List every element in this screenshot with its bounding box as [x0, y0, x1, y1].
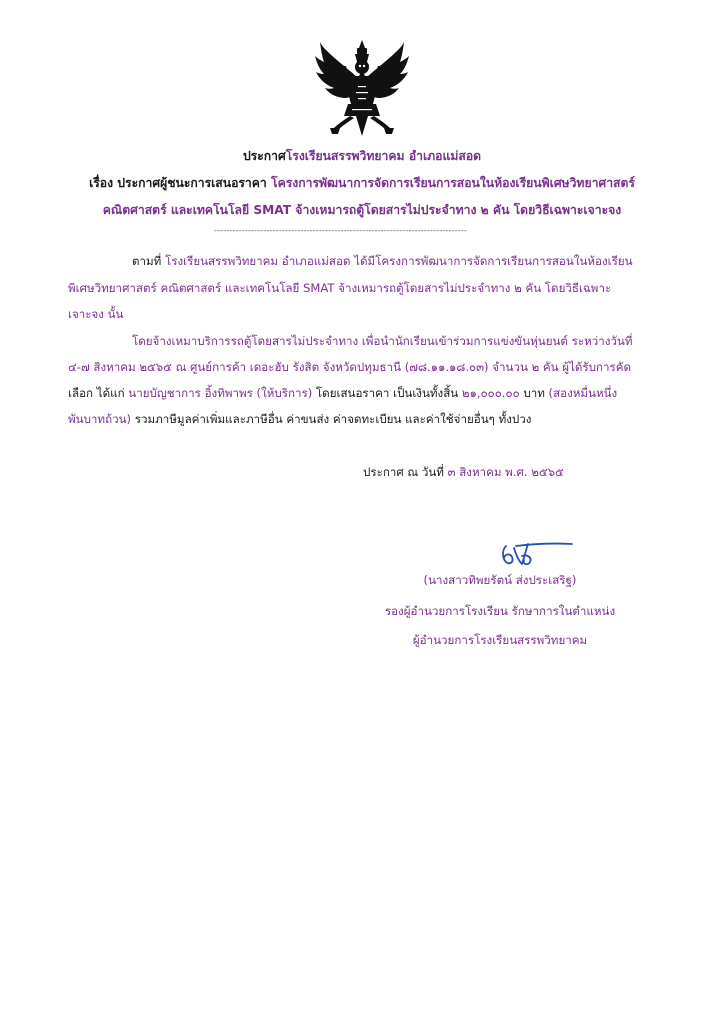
body-p1-line-3: เจาะจง นั้น — [68, 307, 124, 321]
price-in-words: (สองหมื่นหนึ่ง — [548, 386, 618, 400]
header-line-2 — [0, 174, 724, 193]
subject-project: โครงการพัฒนาการจัดการเรียนการสอนในห้องเรียนพิเศษวิทยาศาสตร์ — [271, 176, 635, 190]
price-in-words-end: พันบาทถ้วน) — [68, 412, 132, 426]
signer-name: (นางสาวทิพยรัตน์ ส่งประเสริฐ) — [423, 573, 577, 587]
signer-title-2: ผู้อำนวยการโรงเรียนสรรพวิทยาคม — [412, 633, 588, 647]
body-p2-line-1: โดยจ้างเหมาบริการรถตู้โดยสารไม่ประจำทาง เพื่อนำนักเรียนเข้าร่วมการแข่งขันหุ่นยนต์ ระหว่างวันที่ — [132, 334, 633, 348]
header-line-1 — [0, 147, 724, 166]
announce-date: ๓ สิงหาคม พ.ศ. ๒๕๖๕ — [447, 465, 564, 479]
body-p1-line-1 — [132, 253, 633, 271]
header-line-3: คณิตศาสตร์ และเทคโนโลยี SMAT จ้างเหมารถตู้โดยสารไม่ประจำทาง ๒ คัน โดยวิธีเฉพาะเจาะจง — [102, 203, 622, 217]
signer-title-1: รองผู้อำนวยการโรงเรียน รักษาการในตำแหน่ง — [384, 604, 616, 618]
header-school-name: โรงเรียนสรรพวิทยาคม อำเภอแม่สอด — [285, 149, 482, 163]
garuda-emblem-icon — [312, 40, 412, 138]
body-p2-line-3 — [68, 385, 617, 403]
signature-icon — [488, 536, 574, 570]
body-school-name: โรงเรียนสรรพวิทยาคม อำเภอแม่สอด — [165, 254, 351, 268]
body-p2-line-4 — [68, 411, 531, 429]
header-prefix: ประกาศ — [242, 149, 286, 163]
announce-prefix: ประกาศ ณ วันที่ — [363, 465, 448, 479]
header-divider: ---------------------------------------------------------------------------------- — [214, 226, 468, 235]
body-project-text: ได้มีโครงการพัฒนาการจัดการเรียนการสอนในห้องเรียน — [350, 254, 633, 268]
body-p1-line-2: พิเศษวิทยาศาสตร์ คณิตศาสตร์ และเทคโนโลยี SMAT จ้างเหมารถตู้โดยสารไม่ประจำทาง ๒ คัน โดยวิธีเฉพาะ — [68, 281, 612, 295]
body-text: ตามที่ — [132, 254, 166, 268]
winner-name: นายบัญชาการ อิ้งทิพาพร (ให้บริการ) — [128, 386, 313, 400]
body-p2-line-2: ๔-๗ สิงหาคม ๒๕๖๕ ณ ศูนย์การค้า เดอะฮับ รังสิต จังหวัดปทุมธานี (๗๘.๑๑.๑๘.๐๓) จำนวน ๒ คัน ผู้ได้รับการคัด — [68, 360, 632, 374]
body-text: รวมภาษีมูลค่าเพิ่มและภาษีอื่น ค่าขนส่ง ค่าจดทะเบียน และค่าใช้จ่ายอื่นๆ ทั้งปวง — [131, 412, 532, 426]
announce-date-line — [363, 464, 564, 482]
body-text: บาท — [519, 386, 549, 400]
body-text: เลือก ได้แก่ — [68, 386, 129, 400]
body-text: โดยเสนอราคา เป็นเงินทั้งสิ้น — [312, 386, 462, 400]
subject-prefix: เรื่อง ประกาศผู้ชนะการเสนอราคา — [89, 176, 272, 190]
price-amount: ๒๑,๐๐๐.๐๐ — [461, 386, 520, 400]
